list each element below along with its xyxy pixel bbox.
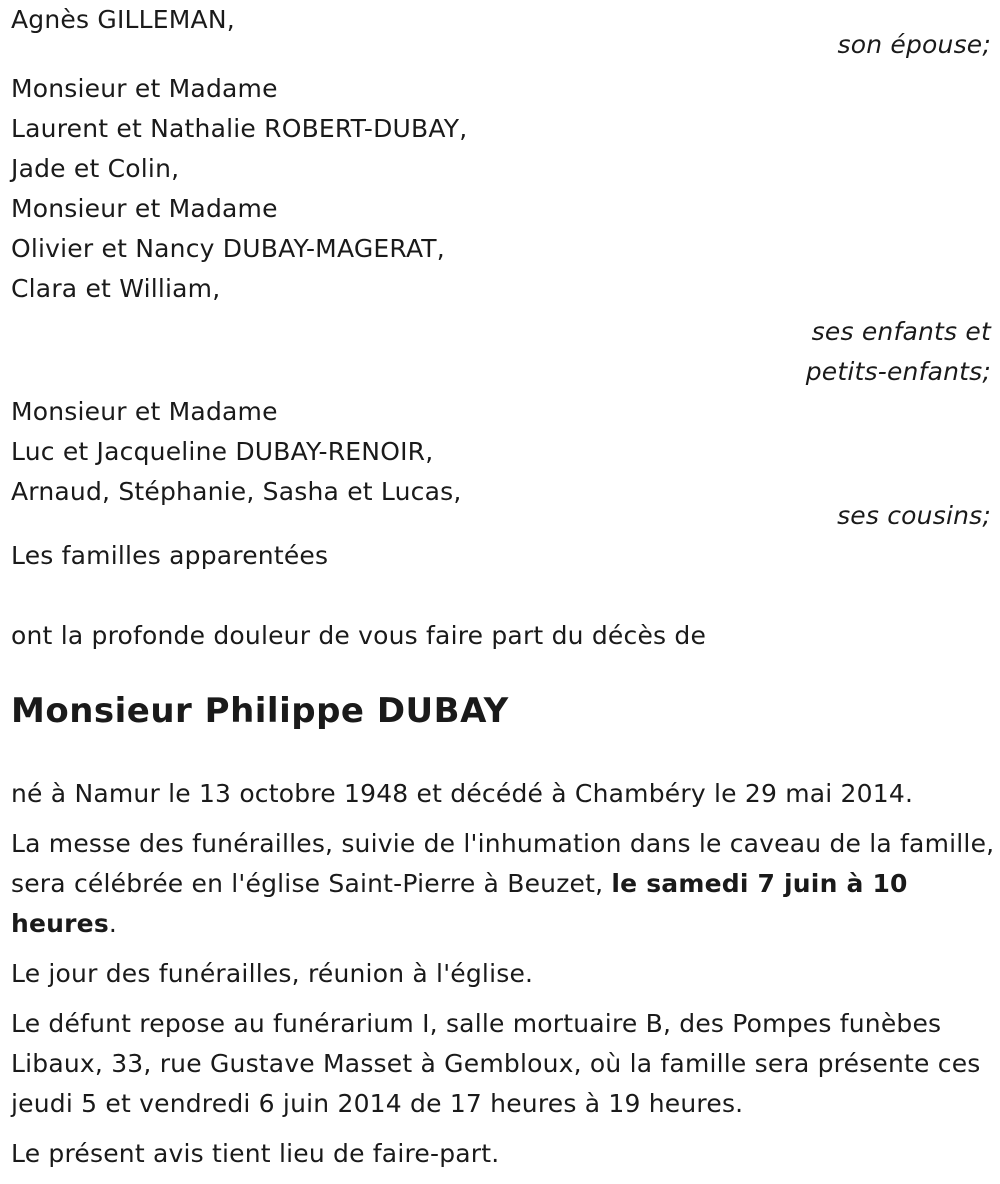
- cousins-group: [11, 392, 991, 536]
- family-member-line: Monsieur et Madame: [11, 397, 278, 426]
- announcement-line: ont la profonde douleur de vous faire part du décès de: [11, 621, 707, 650]
- deceased-name: Monsieur Philippe DUBAY: [11, 691, 509, 731]
- family-member-line: Laurent et Nathalie ROBERT-DUBAY,: [11, 114, 468, 143]
- spouse-group: [11, 0, 991, 65]
- family-member-line: Jade et Colin,: [11, 154, 180, 183]
- obituary-notice: [11, 0, 995, 1184]
- funeral-date: le samedi 7 juin à 10 heures: [11, 869, 908, 938]
- funeral-paragraph: [11, 824, 996, 944]
- rest-place-paragraph: Le défunt repose au funérarium I, salle mortuaire B, des Pompes funèbes Libaux, 33, rue Gustave Masset à Gembloux, où la famille sera présente ces jeudi 5 et vendredi 6 juin 2014 de 17 heures à 19 heures.: [11, 1009, 981, 1118]
- family-member-line: Monsieur et Madame: [11, 74, 278, 103]
- families-line: Les familles apparentées: [11, 541, 329, 570]
- birth-death-paragraph: né à Namur le 13 octobre 1948 et décédé à Chambéry le 29 mai 2014.: [11, 779, 914, 808]
- family-member-line: Luc et Jacqueline DUBAY-RENOIR,: [11, 437, 434, 466]
- notice-paragraph: Le présent avis tient lieu de faire-part.: [11, 1139, 500, 1168]
- relation-label: ses enfants et: [811, 317, 991, 346]
- children-group: [11, 69, 991, 392]
- relation-label: son épouse;: [837, 30, 991, 59]
- family-member-line: Clara et William,: [11, 274, 221, 303]
- meeting-paragraph: Le jour des funérailles, réunion à l'église.: [11, 959, 534, 988]
- funeral-end: .: [108, 909, 118, 938]
- relation-label: ses cousins;: [837, 501, 991, 530]
- relation-label: petits-enfants;: [805, 357, 991, 386]
- family-member-line: Arnaud, Stéphanie, Sasha et Lucas,: [11, 477, 462, 506]
- family-member-line: Monsieur et Madame: [11, 194, 278, 223]
- funeral-text: La messe des funérailles, suivie de l'inhumation dans le caveau de la famille, sera célébrée en l'église Saint-Pierre à Beuzet,: [11, 829, 995, 898]
- family-member-line: Agnès GILLEMAN,: [11, 5, 235, 34]
- family-member-line: Olivier et Nancy DUBAY-MAGERAT,: [11, 234, 445, 263]
